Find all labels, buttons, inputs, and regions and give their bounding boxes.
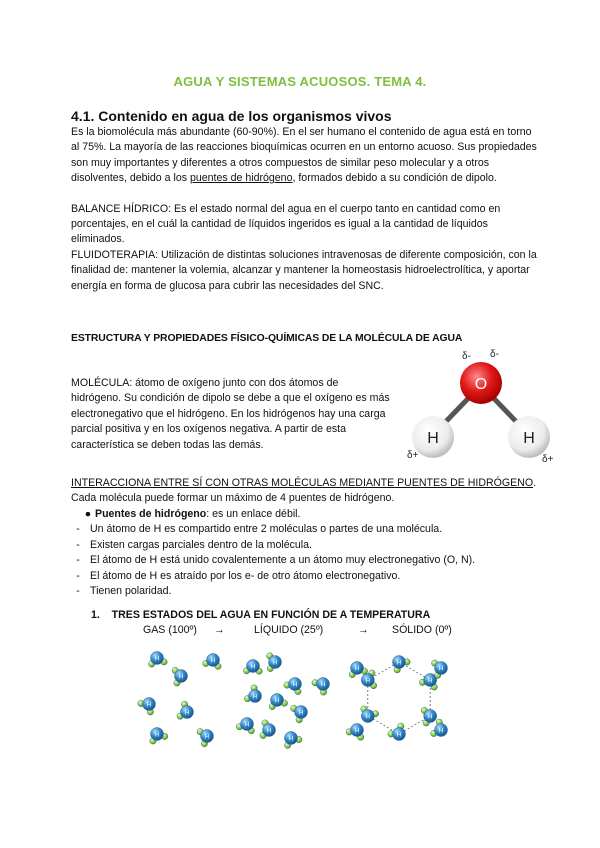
atom-label: H xyxy=(428,714,433,721)
gas-molecules xyxy=(138,652,221,747)
paragraph-balance: BALANCE HÍDRICO: Es el estado normal del agua en el cuerpo tanto en cantidad como en porcentajes, en el cuál la cantidad de líquidos ingeridos es igual a la cantidad de líquidos eliminados. xyxy=(71,202,501,246)
atom-label: H xyxy=(365,678,370,685)
delta-minus-right: δ- xyxy=(490,349,499,360)
hydrogen-label-left: H xyxy=(427,430,439,447)
bullet-rest: : es un enlace débil. xyxy=(206,508,301,520)
dash-text: Un átomo de H es compartido entre 2 moléculas o partes de una molécula. xyxy=(90,523,443,536)
atom-label: H xyxy=(438,728,444,735)
atom-label: H xyxy=(250,664,256,671)
hydrogen-label-right: H xyxy=(523,430,535,447)
atom-label: H xyxy=(396,660,402,667)
list-item xyxy=(71,507,541,522)
dash-text: Tienen polaridad. xyxy=(90,585,172,598)
arrow-2: → xyxy=(358,624,369,636)
label-liquid: LÍQUIDO (25º) xyxy=(254,624,324,636)
section-heading-structure: ESTRUCTURA Y PROPIEDADES FÍSICO-QUÍMICAS DE LA MOLÉCULA DE AGUA xyxy=(71,333,463,344)
states-labels xyxy=(143,624,463,640)
list-item xyxy=(71,553,541,568)
atom-label: H xyxy=(396,732,402,739)
delta-plus-right: δ+ xyxy=(542,454,554,465)
atom-label: H xyxy=(210,658,216,665)
paragraph-molecula: MOLÉCULA: átomo de oxígeno junto con dos átomos de hidrógeno. Su condición de dipolo se debe a que el oxígeno es más electronegativo que el hidrógeno. En los hidrógenos hay una carga parcial positiva y en los oxígenos negativa. A partir de esta característica se deben todas las demás. xyxy=(71,377,390,451)
section-heading-content: 4.1. Contenido en agua de los organismos vivos xyxy=(71,108,392,124)
dash-text: Existen cargas parciales dentro de la molécula. xyxy=(90,538,312,551)
atom-label: H xyxy=(178,674,184,681)
section-heading-states xyxy=(91,609,430,621)
atom-label: H xyxy=(354,728,360,735)
atom-label: H xyxy=(154,732,160,739)
label-gas: GAS (100º) xyxy=(143,624,197,636)
dash-mark: - xyxy=(76,523,80,536)
list-item xyxy=(71,584,541,599)
dash-text: El átomo de H está unido covalentemente a un átomo muy electronegativo (O, N). xyxy=(90,554,476,567)
paragraph-interaction xyxy=(71,476,541,507)
atom-label: H xyxy=(204,734,210,741)
dash-mark: - xyxy=(76,554,80,567)
document-title: AGUA Y SISTEMAS ACUOSOS. TEMA 4. xyxy=(173,74,427,89)
atom-label: H xyxy=(320,682,326,689)
delta-minus-left: δ- xyxy=(462,351,471,362)
interaction-rest: . Cada molécula puede formar un máximo de 4 puentes de hidrógeno. xyxy=(71,477,537,505)
list-item xyxy=(71,538,541,553)
label-solid: SÓLIDO (0º) xyxy=(392,624,452,636)
atom-label: H xyxy=(184,710,190,717)
properties-list xyxy=(71,507,541,599)
bullet-mark: ● xyxy=(84,508,92,520)
atom-label: H xyxy=(298,710,304,717)
delta-plus-left: δ+ xyxy=(407,450,419,461)
arrow-1: → xyxy=(214,624,225,636)
atom-label: H xyxy=(354,666,360,673)
paragraph-fluidoterapia: FLUIDOTERAPIA: Utilización de distintas soluciones intravenosas de diferente composición, con la finalidad de: mantener la volemia, alcanzar y mantener la homeostasis hidroelectrolítica, y aportar energía en forma de glucosa para cubrir las necesidades del SNC. xyxy=(71,248,537,292)
atom-label: H xyxy=(252,694,258,701)
dash-mark: - xyxy=(76,569,80,582)
heading-text: TRES ESTADOS DEL AGUA EN FUNCIÓN DE A TEMPERATURA xyxy=(111,609,431,621)
atom-label: H xyxy=(244,722,250,729)
intro-text-end: , formados debido a su condición de dipolo. xyxy=(292,172,497,185)
atom-label: H xyxy=(272,660,278,667)
heading-number: 1. xyxy=(91,609,100,621)
hydrogen-bonds-term: puentes de hidrógeno xyxy=(189,172,293,185)
dash-text: El átomo de H es atraído por los e- de otro átomo electronegativo. xyxy=(90,569,401,582)
atom-label: H xyxy=(428,678,433,685)
list-item xyxy=(71,569,541,584)
list-item xyxy=(71,522,541,537)
intro-text: Es la biomolécula más abundante (60-90%). En el ser humano el contenido de agua está en torno al 75%. La mayoría de las reacciones bioquímicas ocurren en un entorno acuoso. Sus propiedades son muy importantes y diferentes a otros compuestos de similar peso molecular y a otros disolventes, debido a los xyxy=(71,126,537,185)
dash-mark: - xyxy=(76,585,80,598)
solid-molecules xyxy=(346,656,447,741)
atom-label: H xyxy=(292,682,298,689)
dash-mark: - xyxy=(76,538,80,551)
section-content-body xyxy=(71,125,541,294)
atom-label: H xyxy=(146,702,152,709)
water-states-illustration xyxy=(135,640,455,755)
atom-label: H xyxy=(266,728,272,735)
water-molecule-diagram xyxy=(385,345,575,470)
paragraph-intro xyxy=(71,125,541,187)
atom-label: H xyxy=(154,656,160,663)
atom-label: H xyxy=(288,736,294,743)
atom-label: H xyxy=(274,698,280,705)
atom-label: H xyxy=(365,714,370,721)
liquid-molecules xyxy=(236,653,329,749)
bullet-bold: Puentes de hidrógeno xyxy=(95,508,207,520)
oxygen-label: O xyxy=(474,376,488,393)
atom-label: H xyxy=(438,666,444,673)
interaction-underlined: INTERACCIONA ENTRE SÍ CON OTRAS MOLÉCULAS MEDIANTE PUENTES DE HIDRÓGENO xyxy=(71,477,534,489)
